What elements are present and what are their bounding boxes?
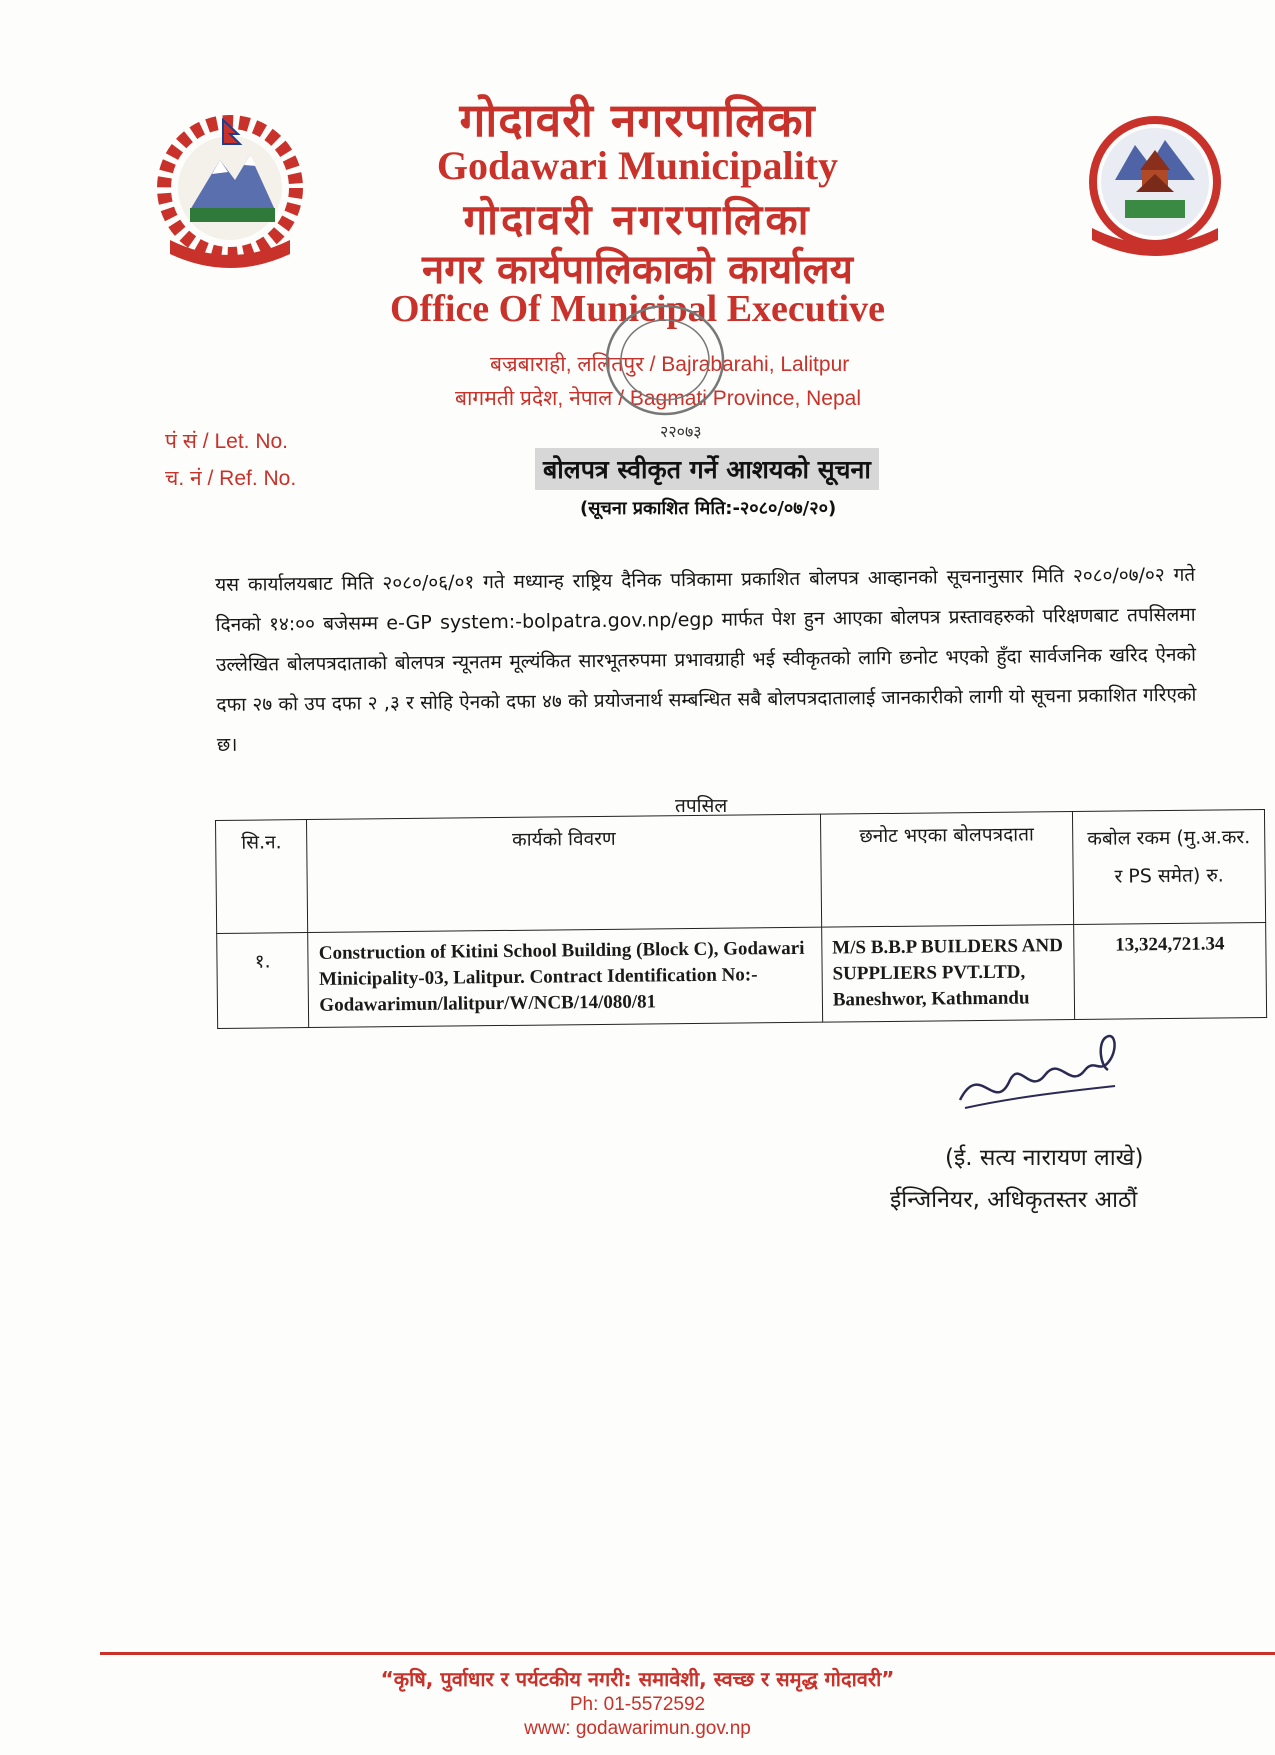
header-bidder: छनोट भएका बोलपत्रदाता (820, 812, 1073, 928)
table-row (217, 923, 1267, 1029)
table-header-row (216, 810, 1266, 934)
office-name-nepali: नगर कार्यपालिकाको कार्यालय (422, 247, 853, 293)
municipality-name-english: Godawari Municipality (436, 143, 839, 188)
reference-number-label: च. नं / Ref. No. (165, 467, 297, 490)
address-line-1: बज्रबाराही, ललितपुर / Bajrabarahi, Lalitpur (490, 353, 850, 376)
row-amount: 13,324,721.34 (1074, 923, 1267, 1020)
row-bidder: M/S B.B.P BUILDERS AND SUPPLIERS PVT.LTD, Baneshwor, Kathmandu (822, 925, 1075, 1023)
table-caption: तपसिल (675, 795, 728, 817)
letter-number-label: पं सं / Let. No. (165, 430, 289, 453)
notice-published-date: (सूचना प्रकाशित मिति:-२०८०/०७/२०) (580, 498, 837, 519)
municipality-name-nepali: गोदावरी नगरपालिका (459, 93, 816, 147)
signatory-title: ईन्जिनियर, अधिकृतस्तर आठौं (890, 1187, 1138, 1213)
notice-body: यस कार्यालयबाट मिति २०८०/०६/०१ गते मध्यान्ह राष्ट्रिय दैनिक पत्रिकामा प्रकाशित बोलपत्र आव्हानको सूचनानुसार मिति २०८०/०७/०२ गते दिनको १४:०० बजेसम्म e-GP system:-bolpatra.gov.np/egp मार्फत पेश हुन आएका बोलपत्र प्रस्तावहरुको परिक्षणबाट तपसिलमा उल्लेखित बोलपत्रदाताको बोलपत्र न्यूनतम मूल्यंकित सारभूतरुपमा प्रभावग्राही भई स्वीकृतको लागि छनोट भएको हुँदा सार्वजनिक खरिद ऐनको दफा २७ को उप दफा २ ,३ र सोहि ऐनको दफा ४७ को प्रयोजनार्थ सम्बन्धित सबै बोलपत्रदातालाई जानकारीको लागी यो सूचना प्रकाशित गरिएको छ। (215, 563, 1197, 756)
handwritten-signature (950, 1020, 1130, 1130)
notice-subject: बोलपत्र स्वीकृत गर्ने आशयको सूचना (535, 448, 879, 490)
signatory-name: (ई. सत्य नारायण लाखे) (945, 1145, 1144, 1171)
footer-divider (100, 1652, 1275, 1655)
header-serial: सि.न. (216, 820, 309, 934)
header-description: कार्यको विवरण (307, 814, 822, 932)
stamp-number: २२०७३ (660, 422, 702, 441)
header-amount: कबोल रकम (मु.अ.कर. र PS समेत) रु. (1073, 810, 1266, 925)
municipality-name-local-script: गोदावरी नगरपालिका (463, 195, 812, 244)
bid-table (215, 809, 1267, 1029)
footer-phone: Ph: 01-5572592 (569, 1694, 706, 1715)
footer-slogan: “कृषि, पुर्वाधार र पर्यटकीय नगरी: समावेशी, स्वच्छ र समृद्ध गोदावरी” (380, 1667, 895, 1691)
official-stamp (600, 300, 730, 420)
footer-website: www: godawarimun.gov.np (524, 1718, 751, 1739)
row-description: Construction of Kitini School Building (Block C), Godawari Minicipality-03, Lalitpur. Contract Identification No:- Godawarimun/lalitpur/W/NCB/14/080/81 (308, 927, 822, 1027)
address-line-2: बागमती प्रदेश, नेपाल / Bagmati Province, Nepal (455, 387, 861, 410)
row-serial: १. (217, 933, 309, 1029)
office-name-english: Office Of Municipal Executive (390, 288, 885, 330)
